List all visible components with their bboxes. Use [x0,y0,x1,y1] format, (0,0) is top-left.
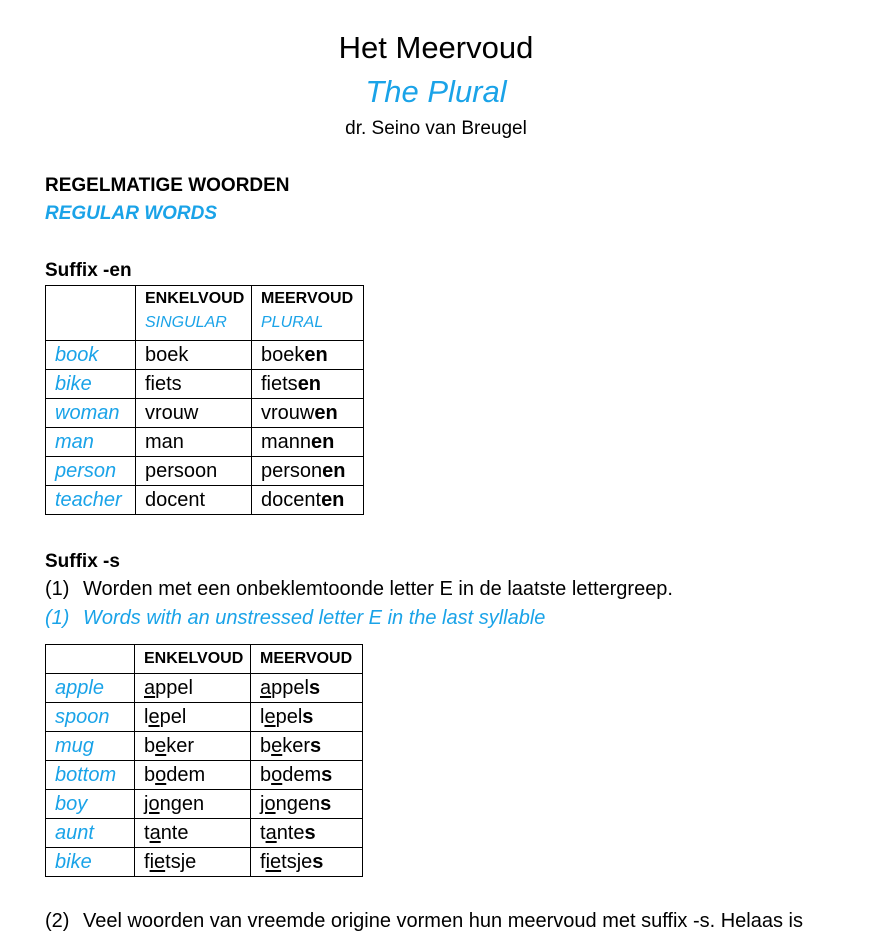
document-subtitle: The Plural [365,74,507,109]
plural-cell [251,674,363,703]
translation-cell: apple [46,674,135,703]
section-heading: REGELMATIGE WOORDEN [45,175,290,196]
translation-cell: bike [46,848,135,877]
singular-cell: boek [136,341,252,370]
plural-suffix: s [321,763,333,786]
plural-suffix: s [320,792,332,815]
plural-cell [251,790,363,819]
stressed-vowel: a [149,821,161,844]
singular-cell [135,790,251,819]
translation-cell: spoon [46,703,135,732]
plural-cell [252,457,364,486]
table-row [46,457,364,486]
table-header-row [46,645,363,674]
plural-suffix: s [308,676,321,699]
plural-suffix: en [314,401,338,424]
suffix-s-table-body [46,674,363,877]
document-title: Het Meervoud [338,30,534,65]
translation-cell: man [46,428,136,457]
col-singular-header: ENKELVOUD [135,645,251,674]
plural-cell [252,399,364,428]
table-row [46,703,363,732]
translation-cell: bottom [46,761,135,790]
stressed-vowel: e [271,734,283,757]
stressed-vowel: e [155,734,167,757]
plural-suffix: s [304,821,316,844]
stressed-vowel: o [155,763,167,786]
plural-suffix: s [310,734,322,757]
translation-cell: mug [46,732,135,761]
stressed-vowel: ie [265,850,282,873]
plural-cell [251,761,363,790]
singular-cell [135,761,251,790]
plural-rest: ppel [271,676,309,699]
table-row [46,790,363,819]
table-row [46,761,363,790]
table-row [46,428,364,457]
plural-suffix: en [311,430,335,453]
stressed-vowel: e [264,705,276,728]
col-plural-header: MEERVOUD [251,645,363,674]
plural-stem: vrouw [261,401,315,424]
stressed-vowel: e [148,705,160,728]
singular-cell: man [136,428,252,457]
plural-cell [252,370,364,399]
suffix-en-heading: Suffix -en [45,260,132,281]
plural-cell [252,486,364,515]
singular-prefix: l [144,705,149,728]
singular-rest: ngen [159,792,205,815]
singular-cell [135,819,251,848]
plural-stem: mann [261,430,312,453]
suffix-en-table-body [46,341,364,515]
plural-suffix: en [304,343,328,366]
plural-prefix: t [260,821,266,844]
suffix-s-heading: Suffix -s [45,551,120,572]
plural-rest: dem [282,763,322,786]
plural-stem: docent [261,488,322,511]
plural-suffix: en [297,372,322,395]
rule-1-translation [45,607,545,630]
rule-1-number: (1) [45,578,70,600]
translation-cell: teacher [46,486,136,515]
plural-prefix: b [260,734,272,757]
plural-cell [251,703,363,732]
table-row [46,848,363,877]
singular-cell: vrouw [136,399,252,428]
suffix-s-table [45,644,363,877]
col-singular-header-translation: SINGULAR [136,314,252,341]
plural-prefix: l [260,705,265,728]
singular-cell: fiets [136,370,252,399]
rule-2 [45,910,803,933]
rule-2-text: Veel woorden van vreemde origine vormen hun meervoud met suffix -s. Helaas is [83,910,803,932]
plural-stem: fiets [261,372,298,395]
singular-rest: ppel [155,676,193,699]
singular-cell [135,703,251,732]
plural-rest: pel [275,705,303,728]
plural-rest: tsje [281,850,313,873]
plural-cell [252,428,364,457]
col-singular-header: ENKELVOUD [136,286,252,314]
rule-2-number: (2) [45,910,70,932]
plural-suffix: s [312,850,324,873]
singular-cell [135,848,251,877]
stressed-vowel: a [265,821,277,844]
plural-stem: person [261,459,323,482]
singular-rest: dem [166,763,206,786]
table-row [46,732,363,761]
plural-cell [251,732,363,761]
table-row [46,819,363,848]
rule-1-translation-number: (1) [45,607,70,629]
rule-1-translation-text: Words with an unstressed letter E in the last syllable [83,607,546,629]
table-row [46,486,364,515]
singular-prefix: b [144,763,156,786]
stressed-vowel: a [144,676,156,699]
stressed-vowel: jo [144,792,160,815]
plural-prefix: b [260,763,272,786]
plural-cell [252,341,364,370]
singular-rest: ker [166,734,195,757]
plural-stem: boek [261,343,305,366]
section-heading-translation: REGULAR WORDS [45,203,218,224]
stressed-vowel: ie [149,850,166,873]
translation-cell: aunt [46,819,135,848]
suffix-en-table [45,285,364,515]
translation-cell: boy [46,790,135,819]
col-plural-header: MEERVOUD [252,286,364,314]
col-plural-header-translation: PLURAL [252,314,364,341]
singular-rest: pel [159,705,187,728]
document-author: dr. Seino van Breugel [345,118,527,139]
rule-1 [45,578,673,601]
stressed-vowel: jo [260,792,276,815]
plural-suffix: en [322,459,346,482]
table-header-empty-cell [46,286,136,341]
translation-cell: bike [46,370,136,399]
rule-1-text: Worden met een onbeklemtoonde letter E in de laatste lettergreep. [83,578,673,600]
plural-cell [251,848,363,877]
table-row [46,399,364,428]
plural-cell [251,819,363,848]
plural-rest: ngen [275,792,321,815]
table-row [46,674,363,703]
table-row [46,341,364,370]
singular-prefix: b [144,734,156,757]
singular-cell [135,732,251,761]
singular-cell: docent [136,486,252,515]
translation-cell: woman [46,399,136,428]
singular-prefix: t [144,821,150,844]
table-row [46,370,364,399]
stressed-vowel: a [260,676,272,699]
plural-rest: ker [282,734,311,757]
table-header-empty-cell [46,645,135,674]
plural-rest: nte [276,821,305,844]
plural-suffix: s [302,705,314,728]
plural-suffix: en [321,488,345,511]
stressed-vowel: o [271,763,283,786]
singular-cell: persoon [136,457,252,486]
translation-cell: book [46,341,136,370]
singular-rest: nte [160,821,189,844]
singular-cell [135,674,251,703]
singular-rest: tsje [165,850,197,873]
translation-cell: person [46,457,136,486]
plural-prefix: f [260,850,266,873]
table-header-row [46,286,364,314]
singular-prefix: f [144,850,150,873]
